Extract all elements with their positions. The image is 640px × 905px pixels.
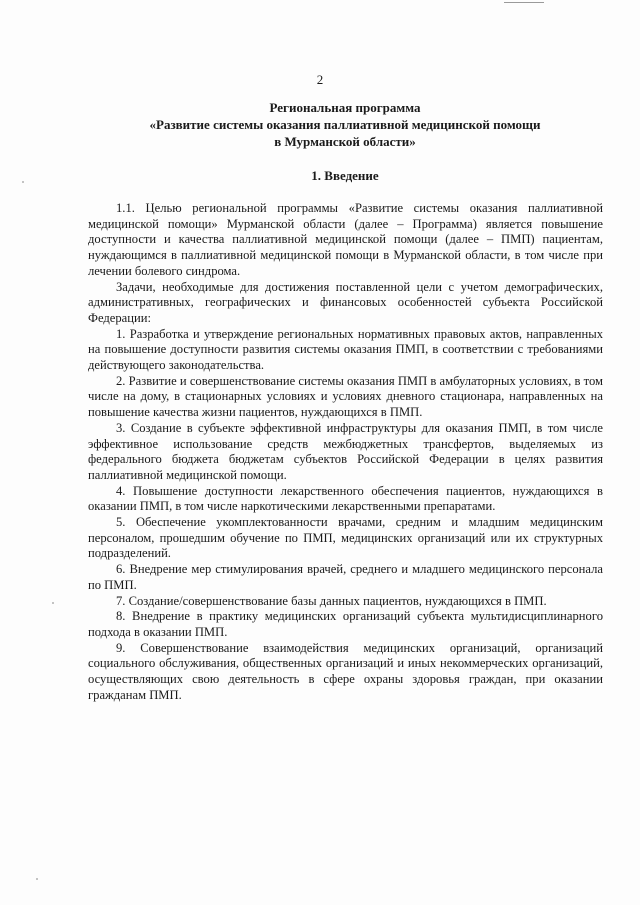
page-number: 2: [316, 72, 324, 87]
paragraph-task-5: 5. Обеспечение укомплектованности врачами, средним и младшим медицинским персоналом, прошедшим обучение по ПМП, медицинских организаций или их структурных подразделений.: [88, 515, 603, 561]
scan-speck: [36, 878, 38, 880]
paragraph-task-3: 3. Создание в субъекте эффективной инфраструктуры для оказания ПМП, в том числе эффективное использование средств межбюджетных трансфертов, выделяемых из федерального бюджета бюджетам субъектов Российской Федерации в целях развития паллиативной медицинской помощи.: [88, 420, 603, 482]
paragraph-goal: 1.1. Целью региональной программы «Развитие системы оказания паллиативной медицинской помощи» Мурманской области (далее – Программа) является повышение доступности и качества паллиативной медицинской помощи (далее – ПМП) пациентам, нуждающимся в паллиативной медицинской помощи в Мурманской области, в том числе при лечении болевого синдрома.: [88, 201, 603, 278]
document-body: [88, 201, 603, 704]
paragraph-task-8: 8. Внедрение в практику медицинских организаций субъекта мультидисциплинарного подхода в оказании ПМП.: [88, 609, 603, 639]
scan-speck: [52, 602, 54, 604]
paragraph-task-4: 4. Повышение доступности лекарственного обеспечения пациентов, нуждающихся в оказании ПМП, в том числе наркотическими лекарственными препаратами.: [88, 483, 603, 514]
paragraph-task-7: 7. Создание/совершенствование базы данных пациентов, нуждающихся в ПМП.: [116, 593, 547, 608]
paragraph-task-6: 6. Внедрение мер стимулирования врачей, среднего и младшего медицинского персонала по ПМП.: [88, 562, 603, 592]
paragraph-task-9: 9. Совершенствование взаимодействия медицинских организаций, организаций социального обслуживания, общественных организаций и иных некоммерческих организаций, осуществляющих свою деятельность в сфере охраны здоровья граждан, при оказании гражданам ПМП.: [88, 640, 603, 702]
document-title: [90, 99, 600, 150]
section-heading: 1. Введение: [311, 168, 379, 183]
title-line: в Мурманской области»: [274, 134, 416, 149]
scan-speck: [22, 181, 24, 183]
paragraph-tasks-intro: Задачи, необходимые для достижения поставленной цели с учетом демографических, административных, географических и финансовых особенностей субъекта Российской Федерации:: [88, 279, 603, 325]
title-line: «Развитие системы оказания паллиативной медицинской помощи: [149, 117, 541, 132]
scan-edge-mark: [504, 2, 544, 3]
paragraph-task-2: 2. Развитие и совершенствование системы оказания ПМП в амбулаторных условиях, в том числе на дому, в стационарных условиях и условиях дневного стационара, направленных на повышение качества жизни пациентов, нуждающихся в ПМП.: [88, 373, 603, 420]
paragraph-task-1: 1. Разработка и утверждение региональных нормативных правовых актов, направленных на повышение доступности развития системы оказания ПМП, в соответствии с требованиями действующего законодательства.: [88, 326, 603, 373]
title-line: Региональная программа: [269, 100, 421, 115]
